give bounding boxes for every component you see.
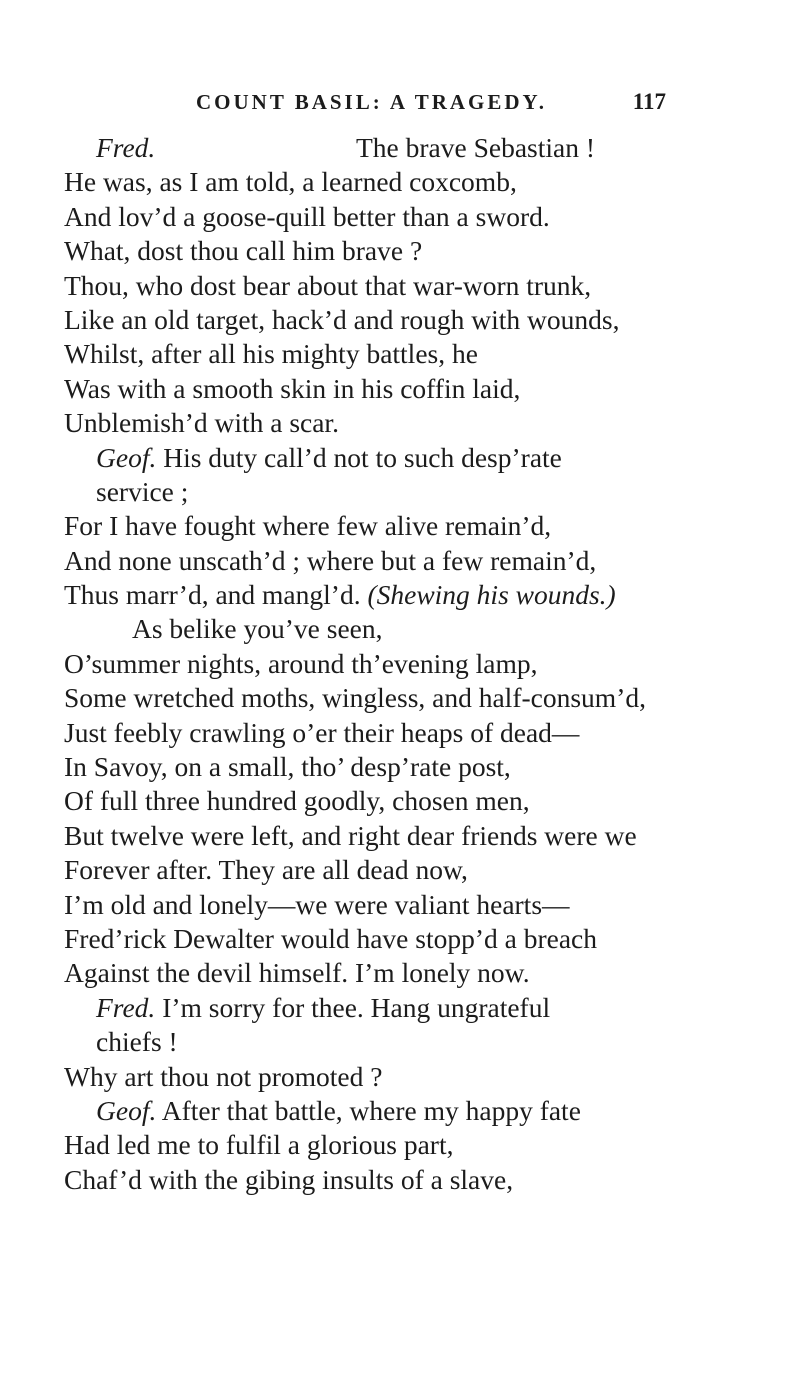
verse-line: Why art thou not promoted ? bbox=[64, 1060, 383, 1092]
verse-line: Against the devil himself. I’m lonely now. bbox=[64, 957, 530, 989]
verse-line bbox=[64, 578, 744, 612]
verse-text: His duty call’d not to such desp’rate bbox=[163, 441, 562, 473]
verse-line: I’m old and lonely—we were valiant hearts— bbox=[64, 888, 570, 920]
verse-line: And none unscath’d ; where but a few remain’d, bbox=[64, 544, 597, 576]
verse-line: Unblemish’d with a scar. bbox=[64, 407, 339, 439]
verse-line: Like an old target, hack’d and rough with wounds, bbox=[64, 303, 620, 335]
running-title: COUNT BASIL: A TRAGEDY. bbox=[196, 90, 548, 114]
running-head bbox=[196, 88, 666, 116]
speaker-name: Fred. bbox=[96, 991, 156, 1023]
speaker-name: Geof. bbox=[96, 1094, 157, 1126]
verse-text: After that battle, where my happy fate bbox=[161, 1094, 581, 1126]
verse-line: Fred’rick Dewalter would have stopp’d a breach bbox=[64, 922, 597, 954]
verse-line bbox=[64, 1094, 744, 1128]
speaker-name: Fred. bbox=[96, 132, 156, 163]
verse-text: The brave Sebastian ! bbox=[356, 132, 596, 163]
verse-line: For I have fought where few alive remain’d, bbox=[64, 510, 552, 542]
page-number: 117 bbox=[632, 89, 666, 114]
verse-line: Chaf’d with the gibing insults of a slave, bbox=[64, 1163, 514, 1195]
verse-line: Forever after. They are all dead now, bbox=[64, 854, 468, 886]
verse-line: What, dost thou call him brave ? bbox=[64, 235, 423, 267]
verse-text: I’m sorry for thee. Hang ungrateful bbox=[162, 991, 551, 1023]
speaker-name: Geof. bbox=[96, 441, 157, 473]
verse-text: Thus marr’d, and mangl’d. bbox=[64, 579, 361, 611]
verse-line bbox=[64, 991, 744, 1025]
verse-line: In Savoy, on a small, tho’ desp’rate post, bbox=[64, 751, 511, 783]
verse-line: Just feebly crawling o’er their heaps of dead— bbox=[64, 716, 580, 748]
verse-line: Thou, who dost bear about that war-worn trunk, bbox=[64, 269, 592, 301]
verse-line bbox=[64, 441, 744, 475]
verse-line: Whilst, after all his mighty battles, he bbox=[64, 338, 478, 370]
stage-direction: (Shewing his wounds.) bbox=[367, 579, 616, 611]
verse-line: O’summer nights, around th’evening lamp, bbox=[64, 647, 538, 679]
verse-line: As belike you’ve seen, bbox=[132, 613, 383, 645]
verse-line: service ; bbox=[96, 475, 189, 507]
verse-line: And lov’d a goose-quill better than a sword. bbox=[64, 200, 550, 232]
verse-line: Some wretched moths, wingless, and half-consum’d, bbox=[64, 682, 646, 714]
verse-line: Of full three hundred goodly, chosen men, bbox=[64, 785, 530, 817]
verse-line: chiefs ! bbox=[96, 1026, 178, 1058]
verse-line: Had led me to fulfil a glorious part, bbox=[64, 1129, 454, 1161]
verse-line: But twelve were left, and right dear friends were we bbox=[64, 819, 637, 851]
play-text bbox=[64, 131, 744, 1197]
verse-line: He was, as I am told, a learned coxcomb, bbox=[64, 166, 517, 198]
verse-line: Was with a smooth skin in his coffin laid, bbox=[64, 372, 521, 404]
verse-line bbox=[64, 131, 744, 165]
